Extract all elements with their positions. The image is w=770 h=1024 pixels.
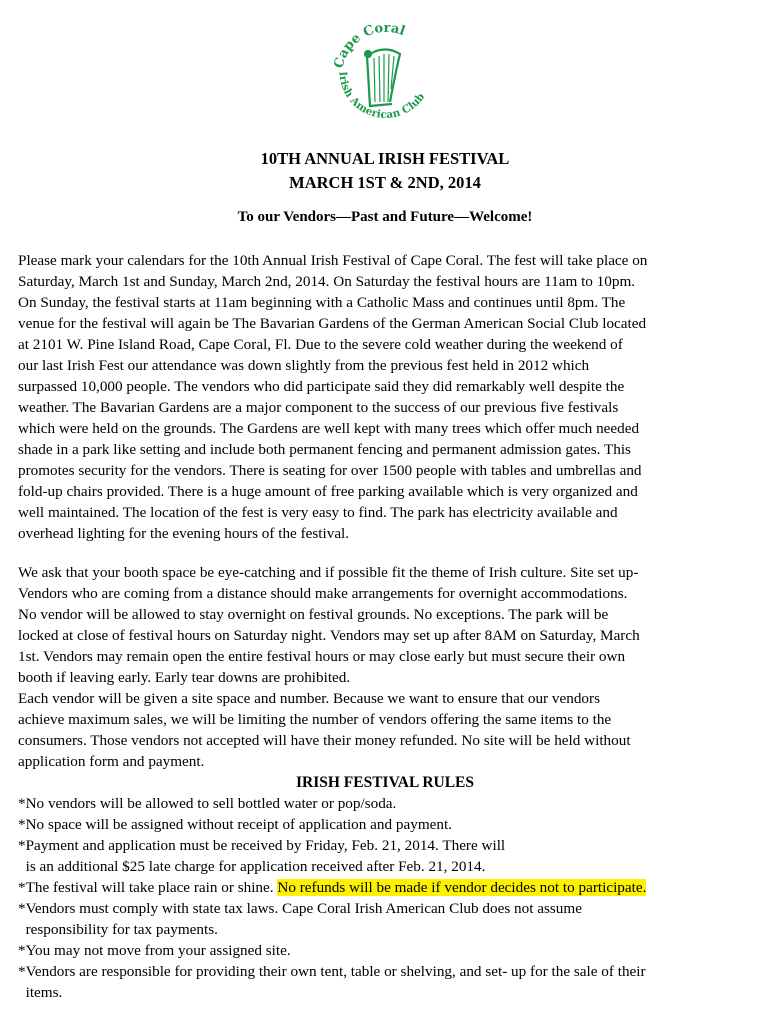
text-line: application form and payment. [18, 753, 205, 770]
club-logo [322, 14, 448, 140]
text-line: promotes security for the vendors. There is seating for over 1500 people with tables and umbrellas and [18, 462, 642, 479]
text-line: venue for the festival will again be The Bavarian Gardens of the German American Social Club located [18, 315, 647, 332]
text-line: surpassed 10,000 people. The vendors who did participate said they did remarkably well despite the [18, 378, 625, 395]
text-line: our last Irish Fest our attendance was down slightly from the previous fest held in 2012 which [18, 357, 590, 374]
highlighted-refund-notice: No refunds will be made if vendor decides not to participate. [277, 879, 647, 896]
text-line: locked at close of festival hours on Saturday night. Vendors may set up after 8AM on Saturday, March [18, 627, 640, 644]
logo-bottom-text: Irish American Club [336, 71, 428, 121]
rule-item: *Vendors must comply with state tax laws. Cape Coral Irish American Club does not assume [18, 900, 582, 917]
festival-title: 10TH ANNUAL IRISH FESTIVAL [260, 149, 510, 168]
festival-dates: MARCH 1ST & 2ND, 2014 [289, 173, 481, 192]
text-line: 1st. Vendors may remain open the entire festival hours or may close early but must secure their own [18, 648, 626, 665]
rule-item: *No space will be assigned without receipt of application and payment. [18, 816, 452, 833]
text-line: well maintained. The location of the fest is very easy to find. The park has electricity available and [18, 504, 618, 521]
text-line: which were held on the grounds. The Gardens are well kept with many trees which offer much needed [18, 420, 640, 437]
text-line: overhead lighting for the evening hours of the festival. [18, 525, 350, 542]
text-line: Vendors who are coming from a distance should make arrangements for overnight accommodations. [18, 585, 628, 602]
text-line: booth if leaving early. Early tear downs are prohibited. [18, 669, 351, 686]
text-line: Please mark your calendars for the 10th Annual Irish Festival of Cape Coral. The fest will take place on [18, 252, 648, 269]
rule-item-continued: items. [18, 984, 63, 1001]
harp-icon [365, 49, 400, 106]
rule-item: *Vendors are responsible for providing their own tent, table or shelving, and set- up for the sale of their [18, 963, 646, 980]
text-line: No vendor will be allowed to stay overnight on festival grounds. No exceptions. The park will be [18, 606, 609, 623]
text-line: Each vendor will be given a site space and number. Because we want to ensure that our vendors [18, 690, 600, 707]
welcome-subtitle: To our Vendors—Past and Future—Welcome! [237, 209, 533, 225]
text-line: On Sunday, the festival starts at 11am beginning with a Catholic Mass and continues until 8pm. The [18, 294, 626, 311]
rule-item: *Payment and application must be received by Friday, Feb. 21, 2014. There will [18, 837, 506, 854]
text-line: We ask that your booth space be eye-catching and if possible fit the theme of Irish culture. Site set up- [18, 564, 639, 581]
text-line: shade in a park like setting and include both permanent fencing and permanent admission gates. This [18, 441, 631, 458]
rule-text: *The festival will take place rain or shine. [18, 879, 278, 896]
logo-top-text: Cape Coral [331, 20, 408, 70]
rule-item [18, 878, 646, 898]
rules-heading: IRISH FESTIVAL RULES [295, 774, 475, 791]
rule-item: *No vendors will be allowed to sell bottled water or pop/soda. [18, 795, 397, 812]
rule-item: *You may not move from your assigned site. [18, 942, 291, 959]
text-line: consumers. Those vendors not accepted will have their money refunded. No site will be held without [18, 732, 631, 749]
text-line: achieve maximum sales, we will be limiting the number of vendors offering the same items to the [18, 711, 612, 728]
text-line: at 2101 W. Pine Island Road, Cape Coral, Fl. Due to the severe cold weather during the weekend of [18, 336, 623, 353]
text-line: Saturday, March 1st and Sunday, March 2nd, 2014. On Saturday the festival hours are 11am to 10pm. [18, 273, 636, 290]
text-line: weather. The Bavarian Gardens are a major component to the success of our previous five festivals [18, 399, 619, 416]
text-line: fold-up chairs provided. There is a huge amount of free parking available which is very organized and [18, 483, 638, 500]
rule-item-continued: responsibility for tax payments. [18, 921, 218, 938]
rule-item-continued: is an additional $25 late charge for application received after Feb. 21, 2014. [18, 858, 486, 875]
